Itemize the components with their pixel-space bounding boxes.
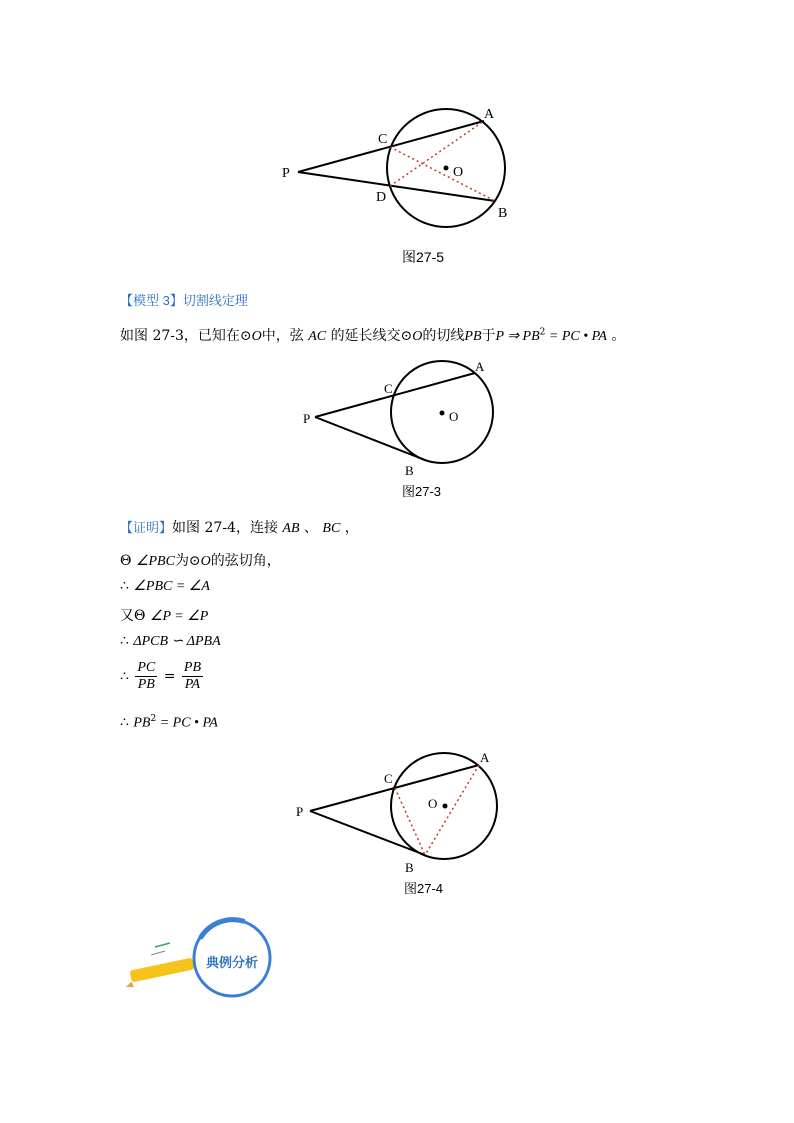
figure-27-4-caption: 图27-4: [404, 881, 444, 896]
proof-part: AB: [282, 521, 300, 536]
stmt-part: O: [412, 329, 423, 344]
denominator: PB: [137, 677, 155, 692]
bracket-open: 【: [120, 293, 134, 308]
label-c: C: [384, 381, 393, 396]
label-c: C: [384, 771, 393, 786]
stmt-part: 2: [539, 327, 546, 338]
numerator: PB: [183, 660, 201, 675]
proof-part: ∠P = ∠P: [149, 609, 209, 624]
label-o: O: [428, 796, 438, 811]
proof-part: ∴: [120, 668, 134, 685]
label-p: P: [296, 804, 304, 819]
label-o: O: [453, 165, 464, 180]
numerator: PC: [137, 660, 156, 675]
figure-27-5-caption: 图27-5: [402, 249, 445, 265]
proof-intro: [120, 517, 359, 537]
label-a: A: [475, 359, 485, 374]
fraction-pc-pb: [135, 660, 157, 693]
stmt-part: 如图 27-3，已知在⊙: [120, 328, 252, 344]
stmt-part: 的切线: [422, 328, 465, 344]
equals-sign: =: [163, 668, 176, 685]
figure-27-3: [295, 355, 505, 480]
stmt-part: 。: [611, 328, 626, 344]
proof-part: ∠PBC: [135, 554, 175, 569]
secant-pa: [310, 765, 479, 811]
proof-part: BC: [322, 521, 341, 536]
model3-title: 模型 3: [133, 293, 170, 308]
proof-part: PB: [133, 715, 151, 731]
proof-line-1: [120, 550, 281, 570]
proof-part: ∴: [120, 633, 134, 649]
proof-part: ∠PBC = ∠A: [133, 579, 210, 594]
tangent-pb: [315, 417, 425, 460]
badge-text: 典例分析: [205, 956, 259, 971]
figure-27-5: [270, 100, 530, 230]
center-dot: [444, 166, 449, 171]
bracket-open: 【: [120, 520, 134, 535]
bracket-close: 】: [159, 520, 173, 535]
stmt-part: O: [251, 329, 262, 344]
figure-27-4: [290, 748, 510, 878]
stmt-part: 的延长线交⊙: [330, 328, 413, 344]
proof-part: 2: [150, 714, 157, 724]
tangent-pb: [310, 811, 425, 855]
stmt-part: P ⇒ PB: [495, 329, 540, 344]
proof-part: 又Θ: [120, 608, 150, 624]
model3-name: 切割线定理: [182, 293, 248, 308]
stmt-part: PB: [464, 329, 482, 344]
pencil-icon: [125, 943, 195, 989]
proof-title: 证明: [133, 520, 160, 535]
proof-part: ∴: [120, 578, 134, 594]
stmt-part: AC: [308, 329, 327, 344]
stmt-part: = PC • PA: [545, 329, 607, 344]
label-a: A: [484, 107, 495, 122]
proof-part: 如图 27-4，连接: [172, 520, 278, 536]
proof-part: O: [200, 554, 211, 569]
fraction-pb-pa: [182, 660, 203, 693]
proof-line-6: [120, 714, 218, 732]
model3-heading: [120, 290, 248, 309]
label-d: D: [376, 190, 387, 205]
proof-part: ∴: [120, 714, 134, 731]
stmt-part: 中，弦: [261, 328, 304, 344]
label-p: P: [282, 166, 290, 181]
model3-statement: [120, 325, 625, 345]
proof-part: ，: [344, 520, 359, 536]
center-dot: [443, 804, 448, 809]
proof-part: = PC • PA: [156, 715, 218, 731]
label-p: P: [303, 411, 311, 426]
figure-27-3-caption: 图27-3: [402, 484, 442, 499]
label-c: C: [378, 132, 388, 147]
label-a: A: [480, 750, 490, 765]
stmt-part: 于: [481, 328, 496, 344]
bracket-close: 】: [169, 293, 183, 308]
proof-line-5: [120, 660, 205, 693]
proof-line-4: [120, 633, 221, 650]
proof-line-3: [120, 605, 208, 625]
proof-part: Θ: [120, 553, 136, 569]
proof-part: 、: [303, 520, 318, 536]
label-b: B: [405, 463, 414, 478]
label-o: O: [449, 409, 459, 424]
example-analysis-badge: [125, 915, 285, 1000]
proof-part: 的弦切角，: [210, 553, 281, 569]
denominator: PA: [184, 677, 201, 692]
label-b: B: [405, 860, 414, 875]
proof-line-2: [120, 578, 210, 595]
proof-part: ΔPCB ∽ ΔPBA: [133, 634, 221, 649]
proof-part: 为⊙: [174, 553, 201, 569]
label-b: B: [498, 206, 508, 221]
center-dot: [440, 411, 445, 416]
